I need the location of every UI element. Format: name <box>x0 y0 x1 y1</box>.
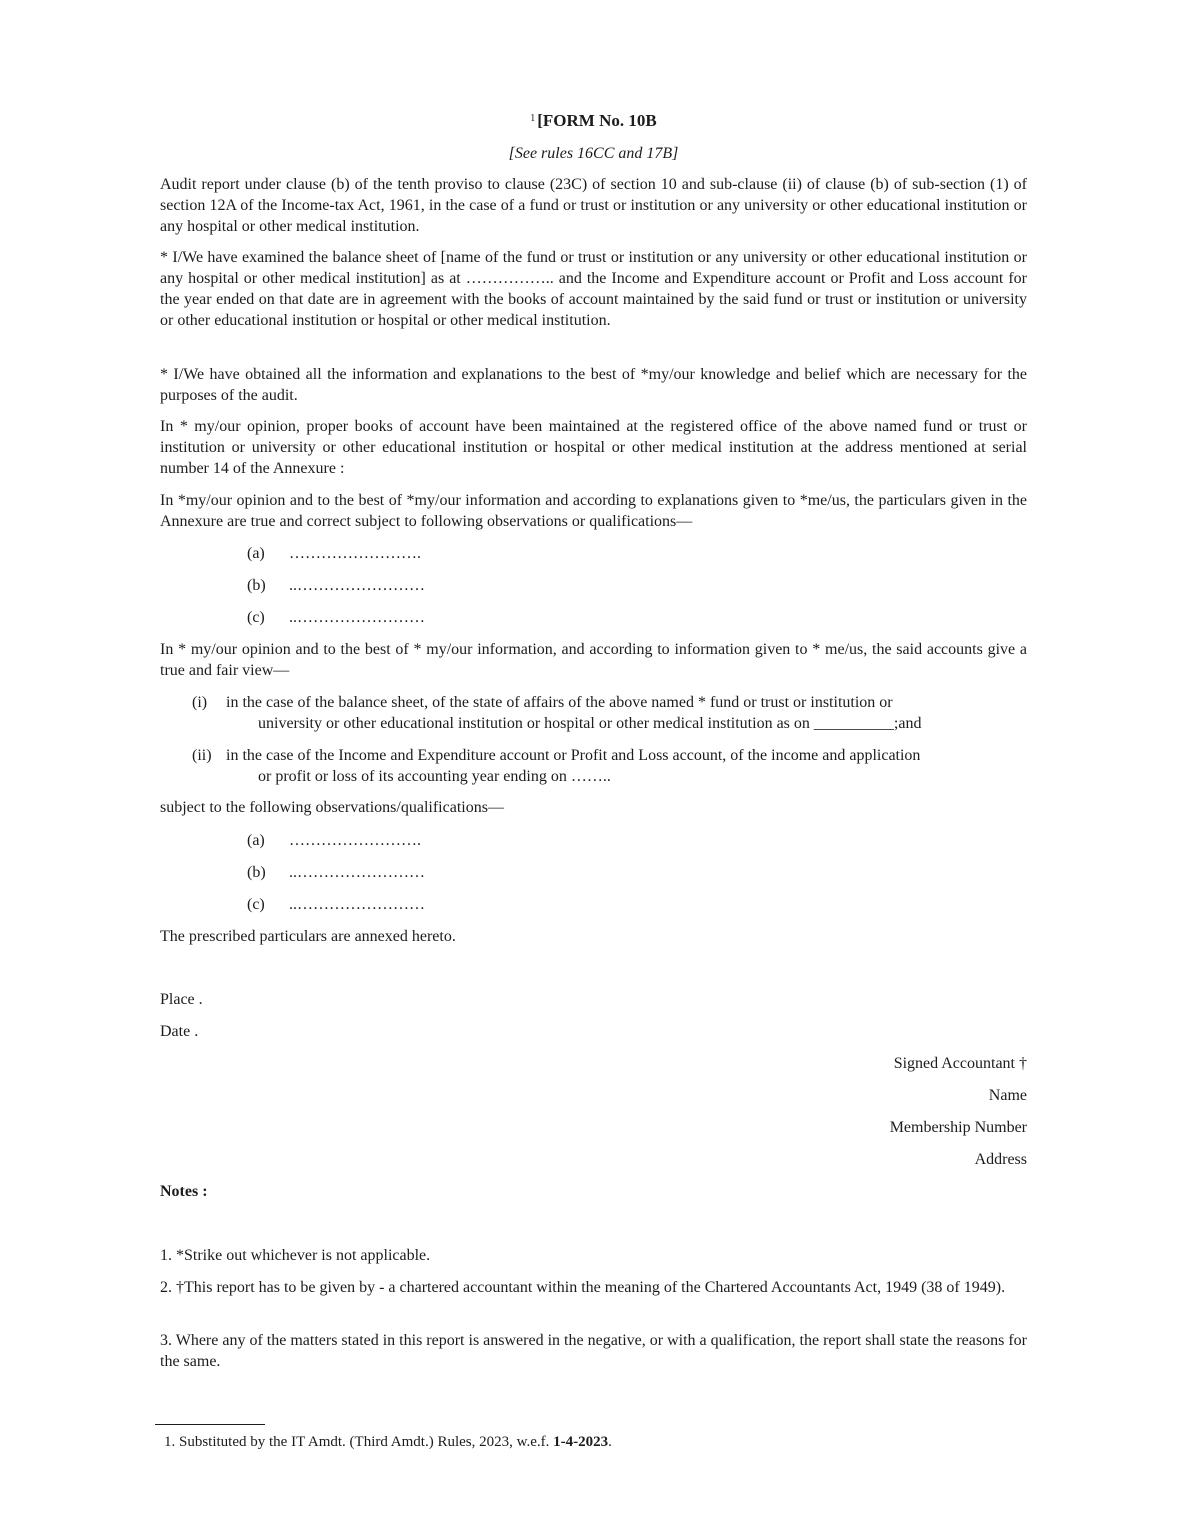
note-item: 2. †This report has to be given by - a chartered accountant within the meaning of the Chartered Accountants Act, 1949 (38 of 1949). <box>160 1279 1006 1296</box>
roman-item-continuation: university or other educational institution or hospital or other medical institution as on __________;and <box>258 715 922 732</box>
roman-item-text: in the case of the Income and Expenditure account or Profit and Loss account, of the income and application <box>226 747 921 764</box>
notes-heading: Notes : <box>160 1183 208 1200</box>
list-item <box>247 862 425 883</box>
form-subtitle: [See rules 16CC and 17B] <box>508 145 679 162</box>
form-title-text: [FORM No. 10B <box>537 111 657 130</box>
note-item: 1. *Strike out whichever is not applicable. <box>160 1247 431 1264</box>
books-of-account-paragraph: In * my/our opinion, proper books of account have been maintained at the registered office of the above named fund or trust or institution or university or other educational institution or hospital or other medical institution at the address mentioned at serial number 14 of the Annexure : <box>160 418 1027 477</box>
date-field: Date . <box>160 1023 199 1040</box>
membership-number-label: Membership Number <box>889 1119 1027 1136</box>
footnote-text: 1. Substituted by the IT Amdt. (Third Amdt.) Rules, 2023, w.e.f. <box>164 1434 554 1450</box>
annexure-opinion-paragraph: In *my/our opinion and to the best of *my/our information and according to explanations given to *me/us, the particulars given in the Annexure are true and correct subject to following observations or qualifications— <box>160 492 1027 530</box>
true-fair-view-paragraph: In * my/our opinion and to the best of * my/our information, and according to information given to * me/us, the said accounts give a true and fair view— <box>160 641 1027 679</box>
name-label: Name <box>988 1087 1027 1104</box>
intro-paragraph: Audit report under clause (b) of the tenth proviso to clause (23C) of section 10 and sub-clause (ii) of clause (b) of sub-section (1) of section 12A of the Income-tax Act, 1961, in the case of a fund or trust or institution or any university or other educational institution or any hospital or other medical institution. <box>160 176 1027 235</box>
roman-item-income-expenditure <box>192 745 1027 787</box>
roman-item-label: (i) <box>192 694 208 711</box>
list-item <box>247 575 425 596</box>
place-field: Place . <box>160 991 203 1008</box>
list-item-label: (b) <box>247 864 266 881</box>
list-item <box>247 894 425 915</box>
annexed-line: The prescribed particulars are annexed hereto. <box>160 928 456 945</box>
list-item <box>247 607 425 628</box>
roman-item-label: (ii) <box>192 747 212 764</box>
roman-item-balance-sheet <box>192 692 1027 734</box>
note-item: 3. Where any of the matters stated in this report is answered in the negative, or with a qualification, the report shall state the reasons for the same. <box>160 1332 1027 1370</box>
list-item-blank: ……………………. <box>289 832 421 849</box>
list-item-blank: ..…………………… <box>289 864 425 881</box>
list-item-blank: ..…………………… <box>289 609 425 626</box>
roman-item-continuation: or profit or loss of its accounting year ending on …….. <box>258 768 611 785</box>
signed-accountant-label: Signed Accountant † <box>893 1055 1027 1072</box>
list-item <box>247 830 421 851</box>
roman-item-text: in the case of the balance sheet, of the state of affairs of the above named * fund or trust or institution or <box>226 694 893 711</box>
footnote-end: . <box>608 1434 612 1450</box>
list-item-label: (a) <box>247 832 265 849</box>
list-item-blank: ..…………………… <box>289 896 425 913</box>
title-footnote-marker: 1 <box>530 113 536 124</box>
footnote-date: 1-4-2023 <box>553 1434 609 1450</box>
list-item-label: (a) <box>247 545 265 562</box>
list-item-label: (c) <box>247 609 265 626</box>
list-item <box>247 543 421 564</box>
address-label: Address <box>974 1151 1027 1168</box>
information-paragraph: * I/We have obtained all the information and explanations to the best of *my/our knowledge and belief which are necessary for the purposes of the audit. <box>160 366 1027 404</box>
footnote <box>164 1432 612 1453</box>
list-item-blank: ……………………. <box>289 545 421 562</box>
form-title <box>160 110 1027 131</box>
footnote-divider <box>155 1424 265 1425</box>
list-item-label: (b) <box>247 577 266 594</box>
observations-line: subject to the following observations/qualifications— <box>160 799 504 816</box>
list-item-label: (c) <box>247 896 265 913</box>
list-item-blank: ..…………………… <box>289 577 425 594</box>
balance-sheet-paragraph: * I/We have examined the balance sheet of [name of the fund or trust or institution or any university or other educational institution or any hospital or other medical institution] as at …………….. and the Income and Expenditure account or Profit and Loss account for the year ended on that date are in agreement with the books of account maintained by the said fund or trust or institution or university or other educational institution or hospital or other medical institution. <box>160 249 1027 329</box>
